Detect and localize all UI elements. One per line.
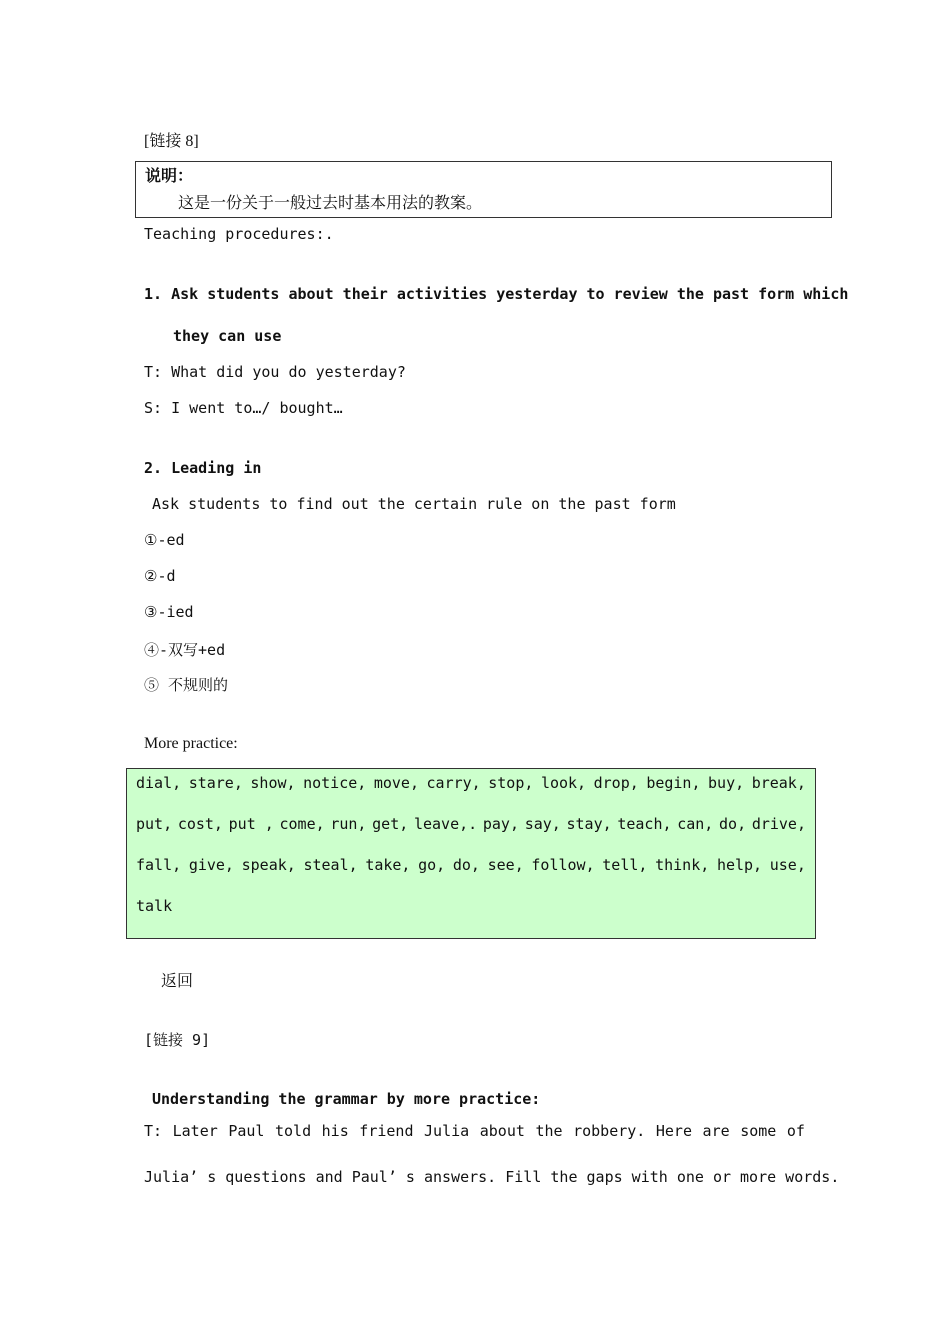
- word: notice,: [303, 774, 367, 792]
- word-row-3: [136, 856, 806, 874]
- more-practice-label: More practice:: [144, 735, 238, 752]
- word: talk: [136, 897, 173, 915]
- word: stare,: [188, 774, 243, 792]
- task-word: of: [786, 1122, 805, 1140]
- task-word: some: [740, 1122, 777, 1140]
- word: follow,: [531, 856, 595, 874]
- step1-line1: 1. Ask students about their activities yesterday to review the past form which: [144, 285, 849, 303]
- task-word: told: [274, 1122, 312, 1140]
- word: do,: [719, 815, 747, 833]
- word: dial,: [136, 774, 182, 792]
- rule-double: ④-双写+ed: [144, 641, 226, 659]
- word: pay,: [482, 815, 519, 833]
- task-word: robbery.: [573, 1122, 646, 1140]
- word: can,: [677, 815, 714, 833]
- rule-d: ②-d: [144, 567, 176, 585]
- rule-ed: ①-ed: [144, 531, 185, 549]
- word: tell,: [602, 856, 648, 874]
- word: come,: [279, 815, 325, 833]
- dialog-teacher: T: What did you do yesterday?: [144, 363, 406, 381]
- task-line-1: [144, 1122, 805, 1140]
- word: begin,: [646, 774, 701, 792]
- note-label: 说明：: [145, 168, 194, 185]
- back-link[interactable]: 返回: [161, 973, 194, 990]
- task-word: the: [535, 1122, 563, 1140]
- word: run,: [330, 815, 367, 833]
- understanding-heading: Understanding the grammar by more practice:: [152, 1090, 541, 1108]
- word: say,: [524, 815, 561, 833]
- word: go,: [418, 856, 446, 874]
- word: use,: [769, 856, 806, 874]
- procedures-title: Teaching procedures:.: [144, 225, 334, 243]
- task-line-2: Julia’ s questions and Paul’ s answers. Fill the gaps with one or more words.: [144, 1168, 840, 1186]
- word: give,: [188, 856, 234, 874]
- task-word: are: [702, 1122, 730, 1140]
- rule-ied: ③-ied: [144, 603, 194, 621]
- note-text: 这是一份关于一般过去时基本用法的教案。: [178, 195, 483, 212]
- word: teach,: [617, 815, 672, 833]
- word: cost,: [177, 815, 223, 833]
- word: get,: [372, 815, 409, 833]
- word: buy,: [708, 774, 745, 792]
- word: leave,.: [413, 815, 478, 833]
- step1-line2: they can use: [173, 327, 282, 345]
- word-list-box: [126, 768, 816, 939]
- rule-irregular: ⑤ 不规则的: [144, 676, 229, 694]
- note-box: [135, 161, 832, 218]
- word: stay,: [566, 815, 612, 833]
- task-word: Here: [655, 1122, 692, 1140]
- word: look,: [540, 774, 587, 792]
- task-word: T:: [144, 1122, 163, 1140]
- word: drive,: [751, 815, 806, 833]
- link-8-label[interactable]: [链接 8]: [144, 133, 199, 150]
- word-row-2: [136, 815, 806, 833]
- task-word: about: [479, 1122, 525, 1140]
- task-word: Julia: [424, 1122, 470, 1140]
- word: put ,: [228, 815, 274, 833]
- link-9-label[interactable]: [链接 9]: [144, 1031, 211, 1049]
- word-row-1: [136, 774, 806, 792]
- word: stop,: [488, 774, 534, 792]
- word-row-4: [136, 897, 806, 915]
- word: help,: [716, 856, 763, 874]
- word: move,: [373, 774, 419, 792]
- word: do,: [452, 856, 480, 874]
- word: break,: [751, 774, 806, 792]
- task-word: his: [321, 1122, 349, 1140]
- word: put,: [136, 815, 173, 833]
- word: speak,: [241, 856, 296, 874]
- task-word: Later: [172, 1122, 218, 1140]
- word: think,: [655, 856, 710, 874]
- word: fall,: [136, 856, 182, 874]
- task-word: friend: [359, 1122, 414, 1140]
- word: steal,: [303, 856, 358, 874]
- word: see,: [487, 856, 524, 874]
- step2-title: 2. Leading in: [144, 459, 262, 477]
- word: drop,: [593, 774, 639, 792]
- word: carry,: [426, 774, 481, 792]
- word: take,: [365, 856, 411, 874]
- step2-desc: Ask students to find out the certain rule on the past form: [152, 495, 676, 513]
- word: show,: [250, 774, 296, 792]
- dialog-student: S: I went to…/ bought…: [144, 399, 343, 417]
- task-word: Paul: [228, 1122, 265, 1140]
